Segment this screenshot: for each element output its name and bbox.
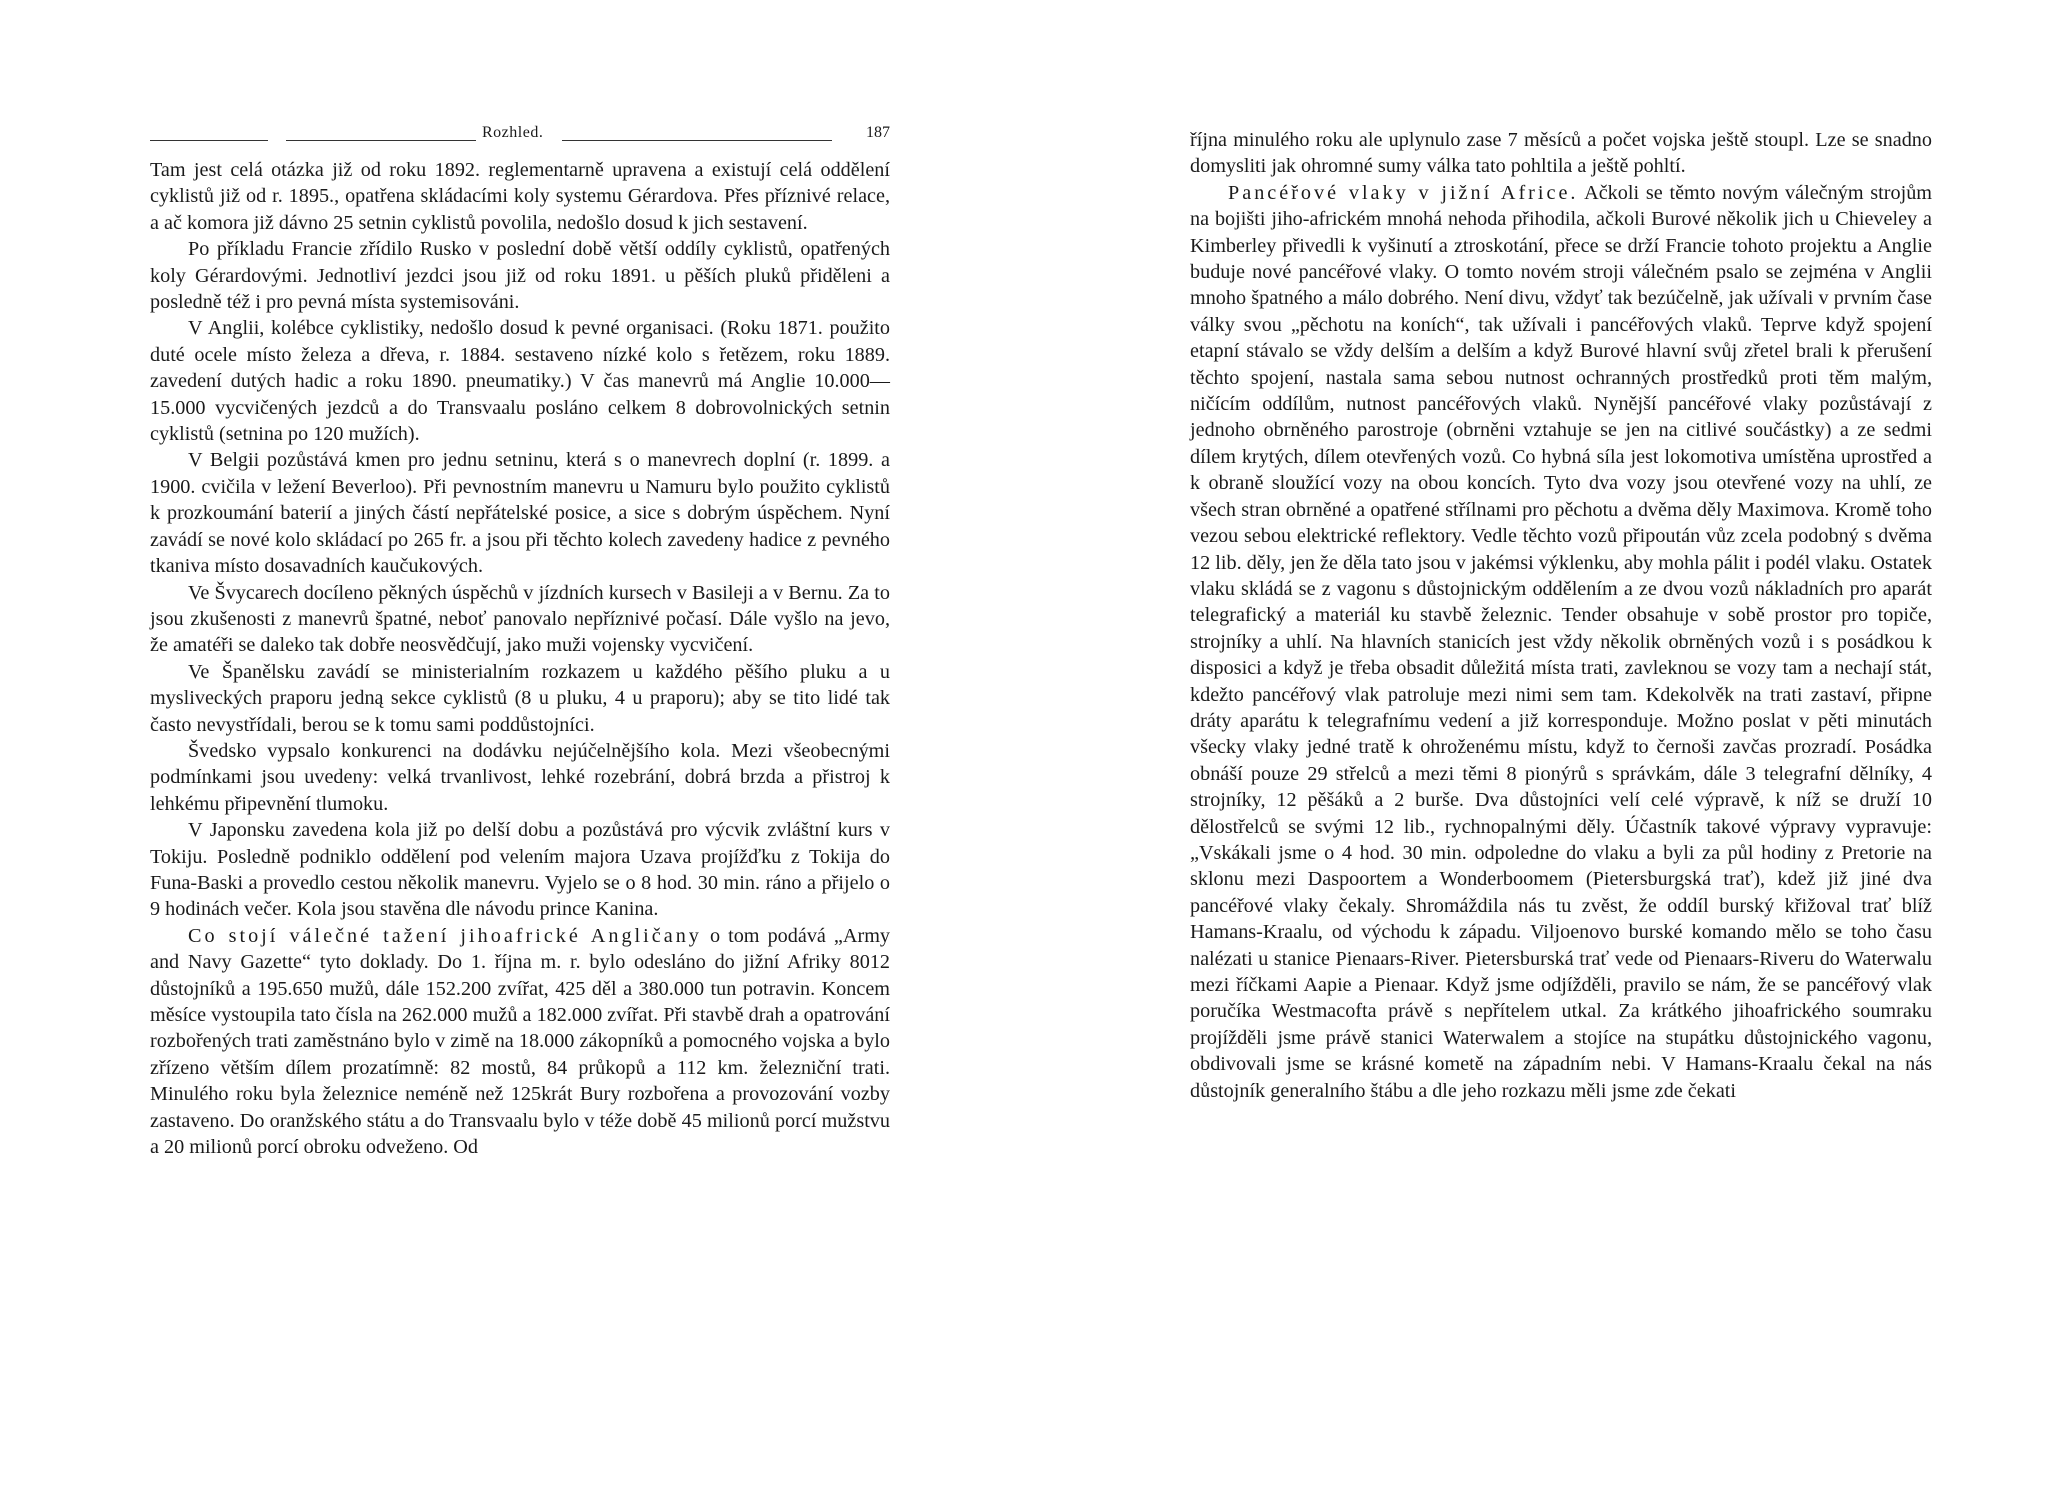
paragraph: Ve Švycarech docíleno pěkných úspěchů v jízdních kursech v Basileji a v Bernu. Za to jsou zkušenosti z manevrů špatné, neboť panovalo nepříznivé počasí. Dále vyšlo na jevo, že amatéři se daleko tak dobře neosvědčují, jako muži vojensky vycvičení. bbox=[150, 581, 890, 657]
paragraph bbox=[150, 923, 890, 1161]
header-rule bbox=[286, 140, 476, 141]
paragraph: Tam jest celá otázka již od roku 1892. reglementarně upravena a existují celá oddělení cyklistů již od r. 1895., opatřena skládacími koly systemu Gérardova. Přes příznivé relace, a ač komora již dávno 25 setnin cyklistů povolila, nedošlo dosud k jich sestavení. bbox=[150, 159, 890, 234]
header-rule bbox=[562, 140, 832, 141]
running-title: Rozhled. bbox=[482, 124, 544, 141]
page-number: 187 bbox=[866, 124, 890, 141]
text-column-right bbox=[1190, 127, 1932, 1104]
paragraph-text: o tom podává „Army and Navy Gazette“ tyto doklady. Do 1. října m. r. bylo odesláno do jižní Afriky 8012 důstojníků a 195.650 mužů, dále 152.200 zvířat, 425 děl a 380.000 tun potravin. Koncem měsíce vystoupila tato čísla na 262.000 mužů a 182.000 zvířat. Při stavbě drah a opatrování rozbořených trati zaměstnáno bylo v zimě na 18.000 zákopníků a pomocného vojska a bylo zřízeno větším dílem prozatímně: 82 mostů, 84 průkopů a 112 km. železniční trati. Minulého roku byla železnice neméně než 125krát Bury rozbořena a provozování vozby zastaveno. Do oranžského státu a do Transvaalu bylo v téže době 45 milionů porcí mužstvu a 20 milionů porcí obroku odveženo. Od bbox=[150, 924, 890, 1159]
paragraph: Švedsko vypsalo konkurenci na dodávku nejúčelnějšího kola. Mezi všeobecnými podmínkami jsou uvedeny: velká trvanlivost, lehké rozebrání, dobrá brzda a přistroj k lehkému připevnění tlumoku. bbox=[150, 739, 890, 815]
paragraph bbox=[1190, 180, 1932, 1104]
paragraph: Po příkladu Francie zřídilo Rusko v poslední době větší oddíly cyklistů, opatřených koly Gérardovými. Jednotliví jezdci jsou již od roku 1891. u pěších pluků přiděleni a posledně též i pro pevná místa systemisováni. bbox=[150, 238, 890, 314]
running-head bbox=[150, 124, 890, 148]
paragraph: V Anglii, kolébce cyklistiky, nedošlo dosud k pevné organisaci. (Roku 1871. použito duté ocele místo železa a dřeva, r. 1884. sestaveno nízké kolo s řetězem, roku 1889. zavedení dutých hadic a roku 1890. pneumatiky.) V čas manevrů má Anglie 10.000—15.000 vycvičených jezdců a do Transvaalu posláno celkem 8 dobrovolnických setnin cyklistů (setnina po 120 mužích). bbox=[150, 317, 890, 446]
right-page bbox=[1025, 0, 2050, 1500]
text-column-left bbox=[150, 157, 890, 1160]
paragraph: října minulého roku ale uplynulo zase 7 měsíců a počet vojska ještě stoupl. Lze se snadno domysliti jak ohromné sumy válka tato pohltila a ještě pohltí. bbox=[1190, 129, 1932, 178]
paragraph-text: Ačkoli se těmto novým válečným strojům na bojišti jiho-africkém mnohá nehoda přihodila, ačkoli Burové několik jich u Chieveley a Kimberley přivedli k vyšinutí a ztroskotání, přece se drží Francie tohoto projektu a Anglie buduje nové pancéřové vlaky. O tomto novém stroji válečném psalo se zejména v Anglii mnoho špatného a málo dobrého. Není divu, vždyť tak bezúčelně, jak užívali v prvním čase války svou „pěchotu na koních“, tak užívali i pancéřových vlaků. Teprve když spojení etapní stávalo se vždy delším a delším a když Burové hlavní svůj zřetel brali k přerušení těchto spojení, nastala sama sebou nutnost ochranných prostředků proti těm malým, ničícím oddílům, nutnost pancéřových vlaků. Nynější pancéřové vlaky pozůstávají z jednoho obrněného parostroje (obrněni vztahuje se jen na citlivé součástky) a ze sedmi dílem krytých, dílem otevřených vozů. Co hybná síla jest lokomotiva umístěna uprostřed a k obraně sloužící vozy na obou koncích. Tyto dva vozy jsou otevřené vozy na uhlí, ze všech stran obrněné a opatřené střílnami pro pěchotu a dvěma děly Maximova. Kromě toho vezou sebou elektrické reflektory. Vedle těchto vozů připoután vůz zcela podobný s dvěma 12 lib. děly, jen že děla tato jsou v jakémsi výklenku, aby mohla pálit i podél vlaku. Ostatek vlaku skládá se z vagonu s důstojnickým oddělením a ze dvou vozů nákladních pro aparát telegrafický a materiál ku stavbě železnic. Tender obsahuje v sobě prostor pro topiče, strojníky a uhlí. Na hlavních stanicích jest vždy několik obrněných vozů i s posádkou k disposici a když je třeba obsadit důležitá místa trati, zavleknou se vozy tam a nechají stát, kdežto pancéřový vlak patroluje mezi nimi sem tam. Kdekolvěk na trati zastaví, připne dráty aparátu k telegrafnímu vedení a již korresponduje. Možno poslat v pěti minutách všecky vlaky jedné tratě k ohroženému místu, když to černoši zavčas prozradí. Posádka obnáší pouze 29 střelců a mezi těmi 8 pionýrů s správkám, dále 3 telegrafní dělníky, 4 strojníky, 12 pěšáků a 2 burše. Dva důstojníci velí celé výpravě, k níž se druží 10 dělostřelců se svými 12 lib., rychnopalnými děly. Účastník takové výpravy vypravuje: „Vskákali jsme o 4 hod. 30 min. odpoledne do vlaku a byli za půl hodiny z Pretorie na sklonu mezi Daspoortem a Wonderboomem (Pietersburgská trať), kdež již jiné dva pancéřové vlaky čekaly. Shromáždila nás tu zvěst, že oddíl burský křižoval trať blíž Hamans-Kraalu, od východu k západu. Viljoenovo burské komando mělo se toho času nalézati u stanice Pienaars-River. Pietersburská trať vede od Pienaars-Riveru do Waterwalu mezi říčkami Aapie a Pienaar. Když jsme odjížděli, pravilo se nám, že se pancéřový vlak poručíka Westmacofta právě s nepřítelem utkal. Za krátkého jihoafrického soumraku projížděli jsme právě stanici Waterwalem a stojíce na stupátku důstojnického vagonu, obdivovali jsme se krásné kometě na západním nebi. V Hamans-Kraalu čekal na nás důstojník generalního štábu a dle jeho rozkazu měli jsme zde čekati bbox=[1190, 181, 1932, 1102]
spaced-heading: Pancéřové vlaky v jižní Africe. bbox=[1228, 181, 1579, 204]
paragraph: V Japonsku zavedena kola již po delší dobu a pozůstává pro výcvik zvláštní kurs v Tokiju. Posledně podniklo oddělení pod velením majora Uzava projížďku z Tokija do Funa-Baski a provedlo cestou několik manevru. Vyjelo se o 8 hod. 30 min. ráno a přijelo o 9 hodinách večer. Kola jsou stavěna dle návodu prince Kanina. bbox=[150, 819, 890, 921]
paragraph: V Belgii pozůstává kmen pro jednu setninu, která s o manevrech doplní (r. 1899. a 1900. cvičila v ležení Beverloo). Při pevnostním manevru u Namuru bylo použito cyklistů k prozkoumání baterií a jiných částí nepřátelské posice, a sice s dobrým úspěchem. Nyní zavádí se nové kolo skládací po 265 fr. a jsou při těchto kolech zavedeny hadice z pevného tkaniva místo dosavadních kaučukových. bbox=[150, 449, 890, 578]
header-rule bbox=[150, 140, 268, 141]
spaced-heading: Co stojí válečné tažení jihoafrické Angličany bbox=[188, 924, 702, 947]
paragraph: Ve Španělsku zavádí se ministerialním rozkazem u každého pěšího pluku a u mysliveckých praporu jedną sekce cyklistů (8 u pluku, 4 u praporu); aby se tito lidé tak často nevystřídali, berou se k tomu sami poddůstojníci. bbox=[150, 660, 890, 736]
